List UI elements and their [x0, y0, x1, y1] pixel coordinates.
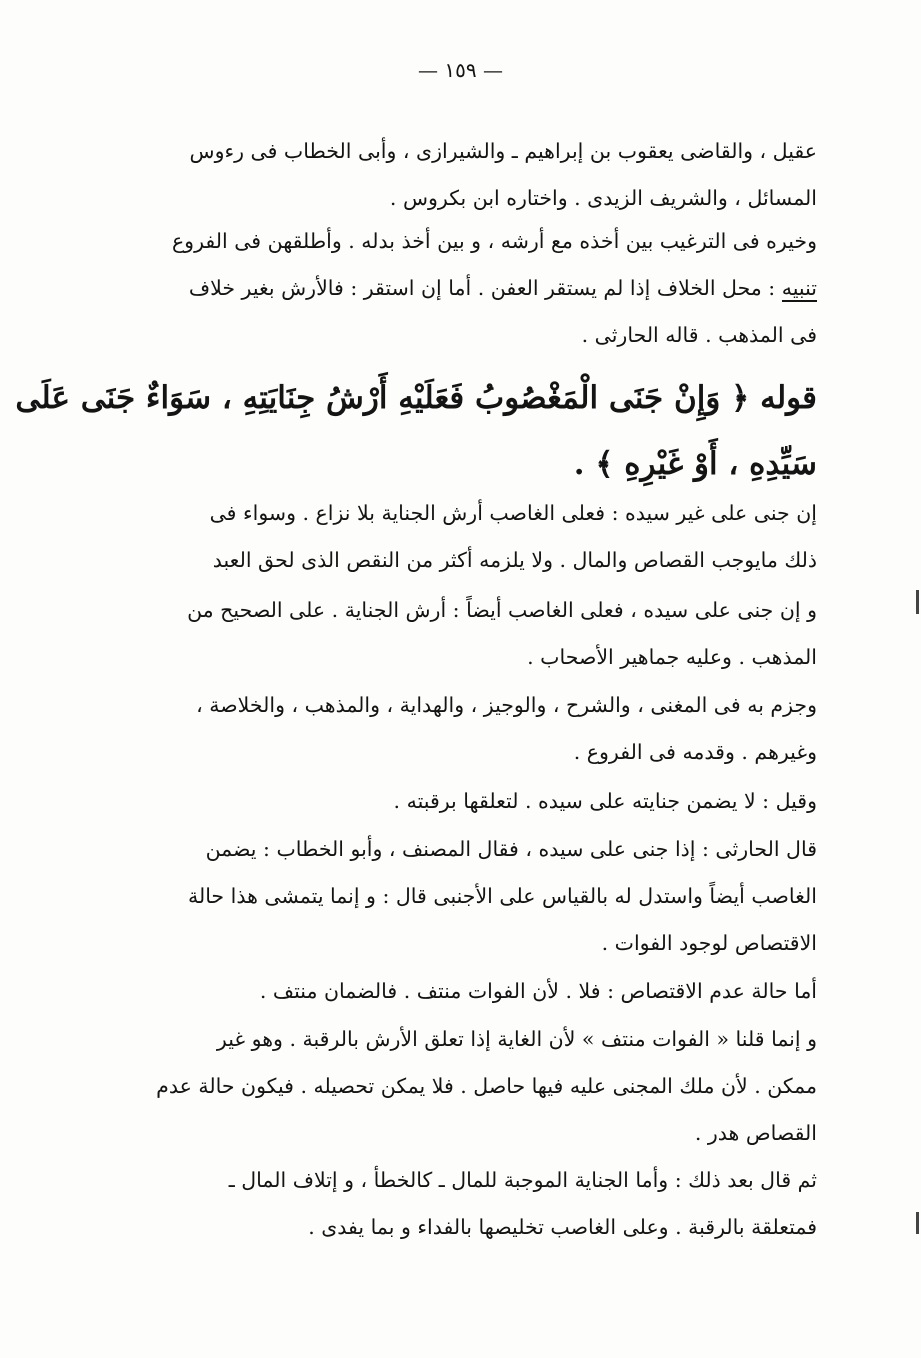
- text-line: الاقتصاص لوجود الفوات .: [601, 931, 817, 955]
- text-line: و إنما قلنا « الفوات منتف » لأن الغاية إذا تعلق الأرش بالرقبة . وهو غير: [216, 1027, 817, 1051]
- text-line: [167, 265, 817, 312]
- paragraph-1: [167, 128, 817, 222]
- text-line: و إن جنى على سيده ، فعلى الغاصب أيضاً : أرش الجناية . على الصحيح من: [187, 598, 817, 622]
- paragraph-3: [167, 265, 817, 359]
- text-line: القصاص هدر .: [694, 1121, 817, 1145]
- text-line: المذهب . وعليه جماهير الأصحاب .: [527, 645, 817, 669]
- text-line: وجزم به فى المغنى ، والشرح ، والوجيز ، والهداية ، والمذهب ، والخلاصة ،: [196, 693, 817, 717]
- text-line: المسائل ، والشريف الزيدى . واختاره ابن بكروس .: [389, 186, 817, 210]
- paragraph-4: [167, 490, 817, 584]
- paragraph-10: [156, 1016, 817, 1157]
- text-line: فى المذهب . قاله الحارثى .: [581, 323, 817, 347]
- quote-line: سَيِّدِهِ ، أَوْ غَيْرِهِ ﴾ .: [573, 446, 817, 482]
- paragraph-7: [167, 778, 817, 825]
- paragraph-9: [167, 968, 817, 1015]
- paragraph-11: [167, 1157, 817, 1251]
- text-line: ذلك مايوجب القصاص والمال . ولا يلزمه أكثر من النقص الذى لحق العبد: [212, 548, 817, 572]
- text-line: إن جنى على غير سيده : فعلى الغاصب أرش الجناية بلا نزاع . وسواء فى: [209, 501, 817, 525]
- scan-edge-mark: [916, 590, 919, 614]
- text-line: الغاصب أيضاً واستدل له بالقياس على الأجنبى قال : و إنما يتمشى هذا حالة: [187, 884, 817, 908]
- paragraph-6: [167, 682, 817, 776]
- text-line: ممكن . لأن ملك المجنى عليه فيها حاصل . فلا يمكن تحصيله . فيكون حالة عدم: [156, 1074, 817, 1098]
- paragraph-5: [167, 587, 817, 681]
- text-line: قال الحارثى : إذا جنى على سيده ، فقال المصنف ، وأبو الخطاب : يضمن: [205, 837, 817, 861]
- text-line: وقيل : لا يضمن جنايته على سيده . لتعلقها برقبته .: [393, 789, 817, 813]
- text-segment: : محل الخلاف إذا لم يستقر العفن . أما إن استقر : فالأرش بغير خلاف: [188, 276, 782, 300]
- quoted-text: [15, 365, 817, 497]
- text-line: عقيل ، والقاضى يعقوب بن إبراهيم ـ والشيرازى ، وأبى الخطاب فى رءوس: [189, 139, 817, 163]
- tanbih-label: تنبيه: [781, 276, 817, 300]
- scan-edge-mark: [916, 1212, 919, 1234]
- text-line: فمتعلقة بالرقبة . وعلى الغاصب تخليصها بالفداء و بما يفدى .: [308, 1215, 817, 1239]
- text-line: ثم قال بعد ذلك : وأما الجناية الموجبة للمال ـ كالخطأ ، و إتلاف المال ـ: [228, 1168, 817, 1192]
- text-line: أما حالة عدم الاقتصاص : فلا . لأن الفوات منتف . فالضمان منتف .: [259, 979, 817, 1003]
- page-number: — ١٥٩ —: [418, 58, 503, 82]
- paragraph-2: [167, 218, 817, 265]
- paragraph-8: [167, 826, 817, 967]
- text-line: وغيرهم . وقدمه فى الفروع .: [573, 740, 817, 764]
- quote-line: قوله ﴿ وَإِنْ جَنَى الْمَغْصُوبُ فَعَلَيْهِ أَرْشُ جِنَايَتِهِ ، سَوَاءٌ جَنَى عَلَى: [15, 380, 817, 416]
- text-line: وخيره فى الترغيب بين أخذه مع أرشه ، و بين أخذ بدله . وأطلقهن فى الفروع: [171, 229, 817, 253]
